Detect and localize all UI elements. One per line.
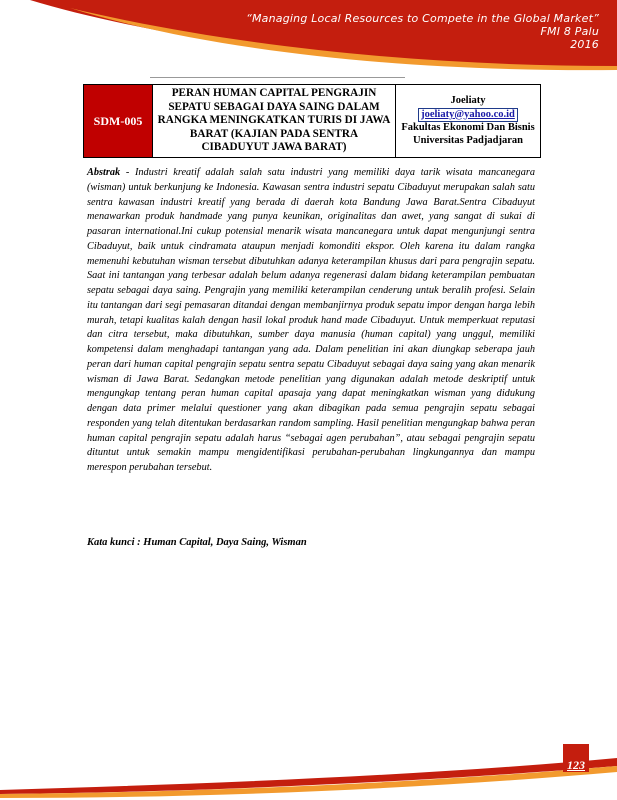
conference-year: 2016 bbox=[570, 38, 599, 51]
paper-title: PERAN HUMAN CAPITAL PENGRAJIN SEPATU SEBAGAI DAYA SAING DALAM RANGKA MENINGKATKAN TURIS DI JAWA BARAT (KAJIAN PADA SENTRA CIBADUYUT JAWA BARAT) bbox=[153, 85, 396, 158]
author-name: Joeliaty bbox=[450, 95, 486, 106]
conference-tagline: “Managing Local Resources to Compete in the Global Market” bbox=[246, 12, 599, 25]
paper-info-table bbox=[83, 84, 541, 158]
conference-event: FMI 8 Palu bbox=[540, 25, 599, 38]
abstract bbox=[87, 166, 535, 476]
top-rule bbox=[150, 77, 405, 78]
paper-code: SDM-005 bbox=[84, 85, 153, 158]
author-affiliation: Fakultas Ekonomi Dan Bisnis Universitas Padjadjaran bbox=[401, 122, 535, 146]
abstract-text: - Industri kreatif adalah salah satu industri yang memiliki daya tarik wisata mancanegara (wisman) untuk berkunjung ke Indonesia. Kawasan sentra industri sepatu Cibaduyut merupakan salah satu sentra kawasan industri kreatif yang berada di daerah kota Bandung Jawa Barat.Sentra Cibaduyut menawarkan produk handmade yang punya keunikan, originalitas dan awet, yang sangat di sukai di pasaran international.Ini cukup potensial menarik wisata mancanegara untuk dapat mengunjungi sentra Cibaduyut, baik untuk cindramata ataupun menjadi komonditi ekspor. Oleh karena itu dalam rangka memenuhi kebutuhan wisman tersebut dibutuhkan adanya keterampilan khusus dari para pengrajin sepatu. Saat ini tantangan yang terbesar adalah belum adanya regenerasi dalam bidang keterampilan pembuatan sepatu sebagai daya saing. Pengrajin yang memiliki keterampilan cenderung untuk beralih profesi. Selain itu tantangan dari segi pemasaran ditandai dengan membanjirnya produk sepatu impor dengan harga lebih murah, tetapi kualitas kalah dengan hasil lokal produk hand made Cibaduyut. Untuk memperkuat reputasi dan citra tersebut, maka dibutuhkan, sumber daya manusia (human capital) yang unggul, memiliki kompetensi dalam menghadapi tantangan yang ada. Dalam penelitian ini akan diungkap seberapa jauh peran dari human capital pengrajin sepatu sentra sepatu Cibaduyut sebagai daya saing yang akan menarik wisman di Jawa Barat. Sedangkan metode penelitian yang digunakan adalah metode deskriptif untuk mengungkap tentang peran human capital apasaja yang dapat meningkatkan wisman yang didukung dengan data primer melalui questioner yang akan dibagikan pada semua pengrajin sepatu sebagai responden yang telah ditentukan berdasarkan random sampling. Hasil penelitian mengungkap bahwa peran human capital pengrajin sepatu adalah harus “sebagai agen perubahan”, atau sebagai pengrajin sepatu dituntut untuk semakin mampu mengidentifikasi perubahan-perubahan lingkungannya dan mampu merespon perubahan tersebut. bbox=[87, 167, 535, 473]
keywords: Kata kunci : Human Capital, Daya Saing, Wisman bbox=[87, 537, 307, 548]
page-number: 123 bbox=[567, 758, 585, 772]
header-text bbox=[246, 12, 599, 51]
author-block bbox=[396, 85, 541, 158]
author-email-link[interactable]: joeliaty@yahoo.co.id bbox=[418, 108, 518, 123]
abstract-label: Abstrak bbox=[87, 167, 121, 178]
footer-swoosh bbox=[0, 752, 617, 800]
